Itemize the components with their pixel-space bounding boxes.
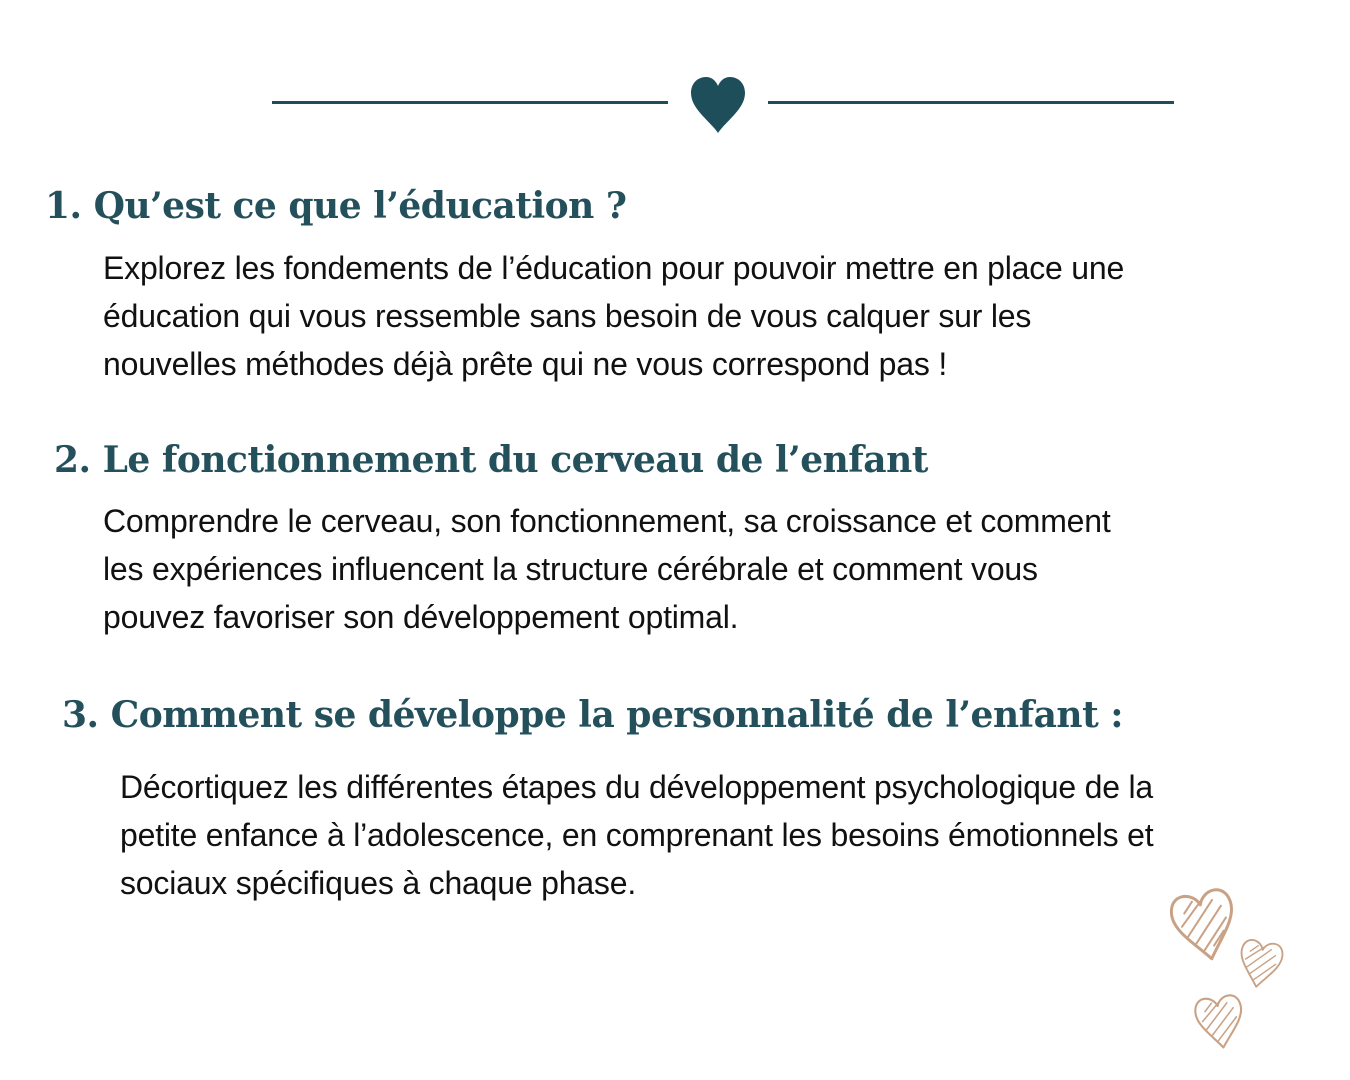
sketch-hearts-icon (1165, 885, 1295, 1060)
sketch-heart-large (1168, 887, 1241, 965)
divider-line-left (272, 101, 668, 104)
section-1-line: nouvelles méthodes déjà prête qui ne vous correspond pas ! (103, 346, 948, 382)
section-2-line: pouvez favoriser son développement optimal. (103, 599, 739, 635)
section-3-line: Décortiquez les différentes étapes du développement psychologique de la (120, 769, 1154, 805)
sketch-heart-bottom (1194, 994, 1247, 1051)
section-1-description (103, 244, 1124, 388)
section-2-line: Comprendre le cerveau, son fonctionnement, sa croissance et comment (103, 503, 1111, 539)
sketch-heart-right (1236, 938, 1284, 990)
section-1-title: 1. Qu’est ce que l’éducation ? (45, 185, 627, 227)
section-1-line: éducation qui vous ressemble sans besoin de vous calquer sur les (103, 298, 1032, 334)
heart-icon (688, 75, 748, 135)
section-3-line: petite enfance à l’adolescence, en comprenant les besoins émotionnels et (120, 817, 1154, 853)
section-2-line: les expériences influencent la structure cérébrale et comment vous (103, 551, 1038, 587)
section-3-line: sociaux spécifiques à chaque phase. (120, 865, 637, 901)
divider-line-right (768, 101, 1174, 104)
section-2-description (103, 497, 1111, 641)
section-3-description (120, 763, 1153, 907)
header-divider (270, 70, 1175, 140)
section-2-title: 2. Le fonctionnement du cerveau de l’enfant (54, 439, 928, 481)
section-3-title: 3. Comment se développe la personnalité de l’enfant : (62, 694, 1124, 736)
section-1-line: Explorez les fondements de l’éducation pour pouvoir mettre en place une (103, 250, 1125, 286)
